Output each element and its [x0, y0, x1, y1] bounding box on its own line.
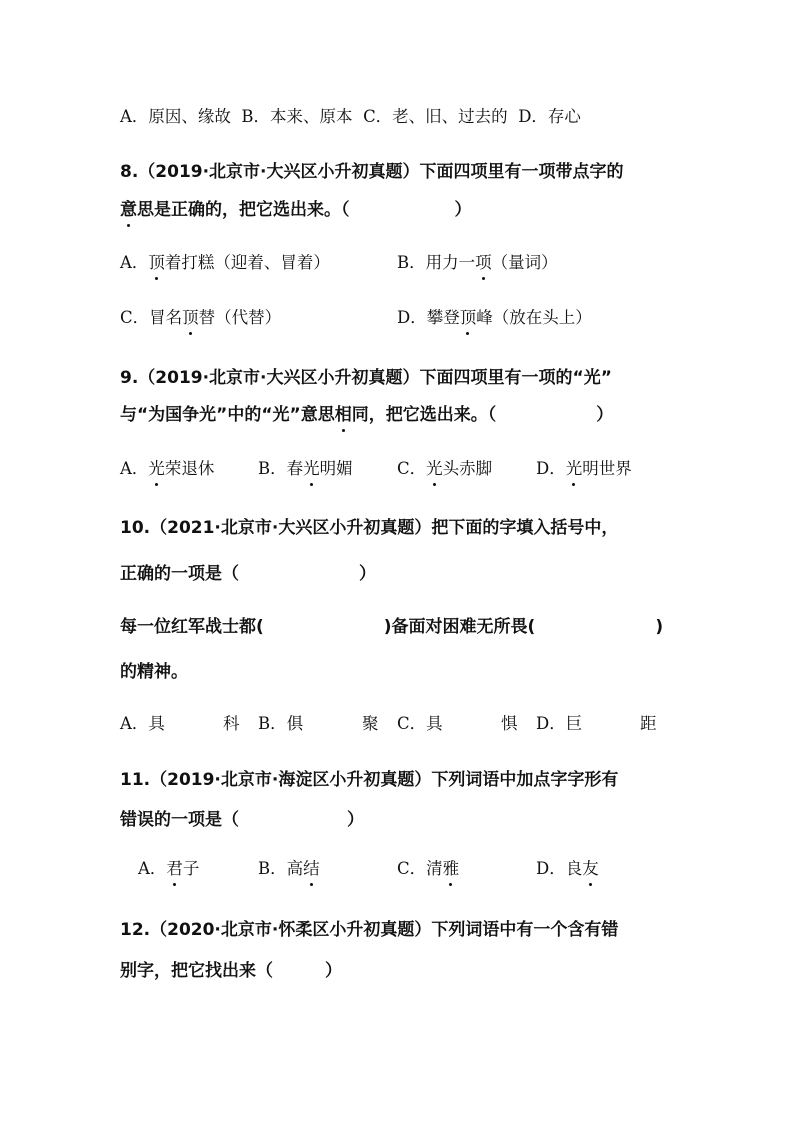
- q8-option-b: B．用力一项（量词）: [397, 253, 558, 272]
- q11-option-d: D．良友: [536, 859, 599, 878]
- dotted-char: 顶: [148, 253, 165, 272]
- q7-option-a: A．原因、缘故: [120, 107, 231, 126]
- dotted-char: 结: [303, 859, 320, 878]
- q11-stem-line2: 错误的一项是（ ）: [120, 810, 364, 830]
- q12-stem-line1: 12.（2020·北京市·怀柔区小升初真题）下列词语中有一个含有错: [120, 920, 619, 940]
- q8-option-c: C．冒名顶替（代替）: [120, 308, 282, 327]
- q10-option-a-2: 科: [223, 714, 240, 733]
- q11-option-a: A．君子: [138, 859, 200, 878]
- dotted-char: 相: [334, 405, 352, 425]
- q10-option-d-2: 距: [640, 714, 657, 733]
- dotted-char: 光: [303, 459, 320, 478]
- q9-option-c: C．光头赤脚: [397, 459, 493, 478]
- q10-stem-line2: 正确的一项是（ ）: [120, 564, 376, 584]
- dotted-char: 君: [166, 859, 183, 878]
- dotted-char: 意: [120, 200, 137, 220]
- q8-option-d: D．攀登顶峰（放在头上）: [397, 308, 592, 327]
- dotted-char: 顶: [182, 308, 199, 327]
- q8-option-a: A．顶着打糕（迎着、冒着）: [120, 253, 330, 272]
- q11-stem-line1: 11.（2019·北京市·海淀区小升初真题）下列词语中加点字字形有: [120, 770, 619, 790]
- dotted-char: 雅: [442, 859, 460, 878]
- dotted-char: 友: [582, 859, 599, 878]
- q11-option-b: B．高结: [258, 859, 320, 878]
- q7-option-d: D．存心: [518, 107, 581, 126]
- q10-sentence-end: 的精神。: [120, 662, 188, 682]
- dotted-char: 顶: [459, 308, 477, 327]
- dotted-char: 项: [475, 253, 492, 272]
- q10-option-b: B．俱: [258, 714, 304, 733]
- q10-option-c: C．具: [397, 714, 443, 733]
- dotted-char: 光: [565, 459, 583, 478]
- q9-option-a: A．光荣退休: [120, 459, 215, 478]
- q9-stem-line1: 9.（2019·北京市·大兴区小升初真题）下面四项里有一项的“光”: [120, 368, 612, 388]
- q10-sentence: 每一位红军战士都( )备面对困难无所畏( ): [120, 617, 664, 637]
- q9-option-b: B．春光明媚: [258, 459, 353, 478]
- q7-option-c: C．老、旧、过去的: [363, 107, 508, 126]
- q8-stem-line1: 8.（2019·北京市·大兴区小升初真题）下面四项里有一项带点字的: [120, 162, 624, 182]
- q7-options: [120, 107, 581, 127]
- q9-option-d: D．光明世界: [536, 459, 632, 478]
- q10-option-d: D．巨: [536, 714, 583, 733]
- dotted-char: 光: [426, 459, 443, 478]
- q9-stem-line2: 与“为国争光”中的“光”意思相同，把它选出来。（ ）: [120, 405, 614, 425]
- q12-stem-line2: 别字，把它找出来（ ）: [120, 961, 342, 981]
- dotted-char: 光: [148, 459, 165, 478]
- q10-option-c-2: 惧: [501, 714, 518, 733]
- q10-stem-line1: 10.（2021·北京市·大兴区小升初真题）把下面的字填入括号中，: [120, 518, 619, 538]
- q11-option-c: C．清雅: [397, 859, 460, 878]
- q10-option-a: A．具: [120, 714, 165, 733]
- q10-option-b-2: 聚: [362, 714, 379, 733]
- q7-option-b: B．本来、原本: [241, 107, 353, 126]
- q8-stem-line2: 意思是正确的，把它选出来。（ ）: [120, 200, 472, 220]
